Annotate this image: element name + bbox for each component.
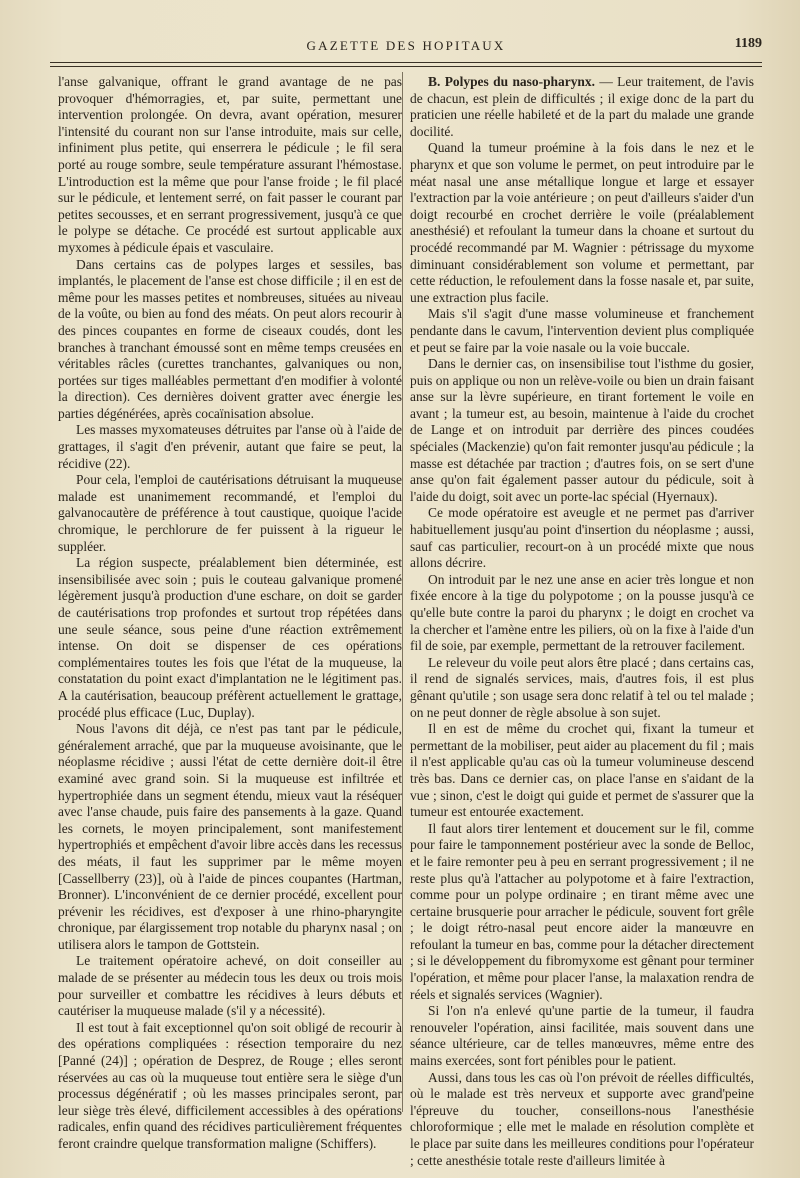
paragraph: Il faut alors tirer lentement et doucement sur le fil, comme pour faire le tamponnement postérieur avec la sonde de Belloc, et le faire remonter peu à peu en serrant progressivement ; il ne reste plus qu'à l'attacher au polypotome et à faire l'extraction, comme pour un polype ordinaire ; en tirant même avec une certaine brusquerie pour arracher le pédicule, souvent fort grêle ; le doigt rétro-nasal peut encore aider la manœuvre en refoulant la tumeur en bas, comme pour la détacher directement ; si le développement du fibromyxome est gênant pour terminer l'opération, et même pour placer l'anse, la malaxation rendra de réels et signalés services (Wagnier). (410, 820, 754, 1002)
paragraph: On introduit par le nez une anse en acier très longue et non fixée encore à la tige du polypotome ; on la pousse jusqu'à ce qu'elle bute contre la paroi du pharynx ; le doigt en crochet va la chercher et l'amène entre les piliers, où on la fixe à l'aide d'un fil de soie, par exemple, permettant de la retrouver facilement. (410, 571, 754, 654)
paragraph: Quand la tumeur proémine à la fois dans le nez et le pharynx et que son volume le permet, on peut introduire par le méat nasal une anse métallique longue et large et essayer l'extraction par la voie antérieure ; on peut d'ailleurs s'aider d'un doigt recourbé en crochet derrière le voile (préalablement anesthésié) et refoulant la tumeur dans la choane et surtout du procédé recommandé par M. Wagnier : pétrissage du myxome diminuant considérablement son volume et permettant, par cette réduction, le refoulement dans la fosse nasale et, par suite, une extraction plus facile. (410, 140, 754, 305)
section-intro: — Leur traitement, de l'avis de chacun, est plein de difficultés ; il exige donc de la part du praticien une réelle habileté et de la part du malade une grande docilité. (410, 74, 754, 139)
paragraph: l'anse galvanique, offrant le grand avantage de ne pas provoquer d'hémorragies, et, par suite, permettant une intervention prolongée. On devra, avant opération, mesurer l'intensité du courant non sur l'anse introduite, mais sur celle, infiniment plus petite, qui enserrera le pédicule ; le fil sera porté au rouge sombre, seule température assurant l'hémostase. L'introduction est la même que pour l'anse froide ; le fil placé sur le pédicule, et lentement serré, on fait passer le courant par petites secousses, et en serrant progressivement, jusqu'à ce que le polype se détache. Ce procédé est surtout applicable aux myxomes à pédicule épais et vasculaire. (58, 74, 402, 255)
paragraph: Aussi, dans tous les cas où l'on prévoit de réelles difficultés, où le malade est très nerveux et supporte avec grand'peine l'épreuve du toucher, conseillons-nous l'anesthésie chloroformique ; elle met le malade en résolution complète et le place par suite dans les meilleures conditions pour l'opérateur ; cette anesthésie totale reste d'ailleurs limitée à (410, 1069, 754, 1168)
page-number: 1189 (734, 36, 762, 51)
paragraph: Le traitement opératoire achevé, on doit conseiller au malade de se présenter au médecin tous les deux ou trois mois pour surveiller et combattre les récidives à leurs débuts et cautériser la muqueuse malade (s'il y a nécessité). (58, 953, 402, 1019)
paragraph: Il en est de même du crochet qui, fixant la tumeur et permettant de la mobiliser, peut aider au placement du fil ; mais il n'est applicable qu'au cas où la tumeur volumineuse descend très bas. Dans ce dernier cas, on place l'anse en s'aidant de la vue ; sinon, c'est le doigt qui guide et permet de s'assurer que la tumeur est entourée exactement. (410, 721, 754, 820)
paragraph: Le releveur du voile peut alors être placé ; dans certains cas, il rend de signalés services, mais, d'autres fois, il est plus gênant qu'utile ; son usage sera donc relatif à tel ou tel malade ; on ne peut donner de règle absolue à son sujet. (410, 654, 754, 720)
section-paragraph (410, 74, 754, 140)
paragraph: Ce mode opératoire est aveugle et ne permet pas d'arriver habituellement jusqu'au point d'insertion du néoplasme ; aussi, sauf cas particulier, recourt-on à un procédé mixte que nous allons décrire. (410, 505, 754, 571)
section-heading: B. Polypes du naso-pharynx. (428, 74, 595, 89)
paragraph: Pour cela, l'emploi de cautérisations détruisant la muqueuse malade est unanimement recommandé, et l'emploi du galvanocautère de préférence à tout caustique, quoique l'acide chromique, le perchlorure de fer puissent à la rigueur le suppléer. (58, 472, 402, 554)
journal-title: GAZETTE DES HOPITAUX (306, 38, 506, 53)
left-column (58, 74, 402, 1153)
page-header (50, 38, 762, 58)
paragraph: Les masses myxomateuses détruites par l'anse où à l'aide de grattages, il s'agit d'en prévenir, autant que faire se peut, la récidive (22). (58, 422, 402, 471)
column-divider (402, 72, 403, 1112)
header-rule-thin (50, 66, 762, 67)
paragraph: Dans le dernier cas, on insensibilise tout l'isthme du gosier, puis on applique ou non un relève-voile ou bien un drain faisant anse sur la lèvre supérieure, en tirant fortement le voile en avant ; la tumeur est, au besoin, maintenue à l'aide du crochet de Lange et on introduit par derrière des pinces coudées spéciales (Mackenzie) qu'on fait remonter jusqu'au pédicule ; la masse est détachée par traction ; d'autres fois, on se sert d'une anse qu'on fait également passer autour du pédicule, soit à l'aide du doigt, soit avec un porte-lac spécial (Hyernaux). (410, 356, 754, 504)
paragraph: Nous l'avons dit déjà, ce n'est pas tant par le pédicule, généralement arraché, que par la muqueuse avoisinante, que le néoplasme récidive ; aussi l'état de cette dernière doit-il être examiné avec grand soin. Si la muqueuse est infiltrée et hypertrophiée dans un segment étendu, mieux vaut la réséquer avec l'anse chaude, puis faire des pansements à la gaze. Quand les cornets, le moyen principalement, sont manifestement hypertrophiés et empêchent d'avoir libre accès dans les recessus des méats, il faut les supprimer par le même moyen [Cassellberry (23)], où à l'aide de pinces coupantes (Hartman, Bronner). L'inconvénient de ce dernier procédé, excellent pour prévenir les récidives, est d'exposer à une rhino-pharyngite chronique, par élargissement trop notable du pharynx nasal ; on utilisera alors le tampon de Gottstein. (58, 721, 402, 952)
paragraph: Mais s'il s'agit d'une masse volumineuse et franchement pendante dans le cavum, l'intervention devient plus compliquée et peut se faire par la voie nasale ou la voie buccale. (410, 306, 754, 355)
paragraph: Dans certains cas de polypes larges et sessiles, bas implantés, le placement de l'anse est chose difficile ; il en est de même pour les masses petites et nombreuses, situées au niveau de la voûte, ou bien au fond des méats. On peut alors recourir à des pinces coupantes en forme de ciseaux coudés, dont les branches à tranchant émoussé sont en même temps creusées en véritables râcles (curettes tranchantes, galvaniques ou non, portées sur tiges malléables permettant d'en modifier à volonté la direction). Ces dernières doivent gratter avec énergie les parties dégénérées, après cocaïnisation absolue. (58, 256, 402, 421)
paragraph: Il est tout à fait exceptionnel qu'on soit obligé de recourir à des opérations compliquées : résection temporaire du nez [Panné (24)] ; opération de Desprez, de Rouge ; elles seront réservées au cas où la muqueuse tout entière sera le siège d'un processus dégénératif ; où les masses principales seront, par leur siège très élevé, difficilement accessibles à des opérations radicales, enfin quand des récidives particulièrement fréquentes feront craindre quelque transformation maligne (Schiffers). (58, 1019, 402, 1151)
paragraph: Si l'on n'a enlevé qu'une partie de la tumeur, il faudra renouveler l'opération, ainsi facilitée, mais souvent dans une séance ultérieure, car de telles manœuvres, même entre des mains exercées, sont fort pénibles pour le patient. (410, 1003, 754, 1069)
paragraph: La région suspecte, préalablement bien déterminée, est insensibilisée avec soin ; puis le couteau galvanique promené légèrement jusqu'à production d'une eschare, on doit se garder de cautérisations trop profondes et surtout trop répétées dans une seule séance, sous peine d'une réaction extrêmement intense. On doit se dispenser de ces opérations complémentaires toutes les fois que l'état de la muqueuse, la constatation du point exact d'implantation ne le légitiment pas. A la cautérisation, beaucoup préfèrent actuellement le grattage, procédé plus efficace (Luc, Duplay). (58, 555, 402, 720)
right-column (410, 74, 754, 1169)
header-rule (50, 62, 762, 63)
